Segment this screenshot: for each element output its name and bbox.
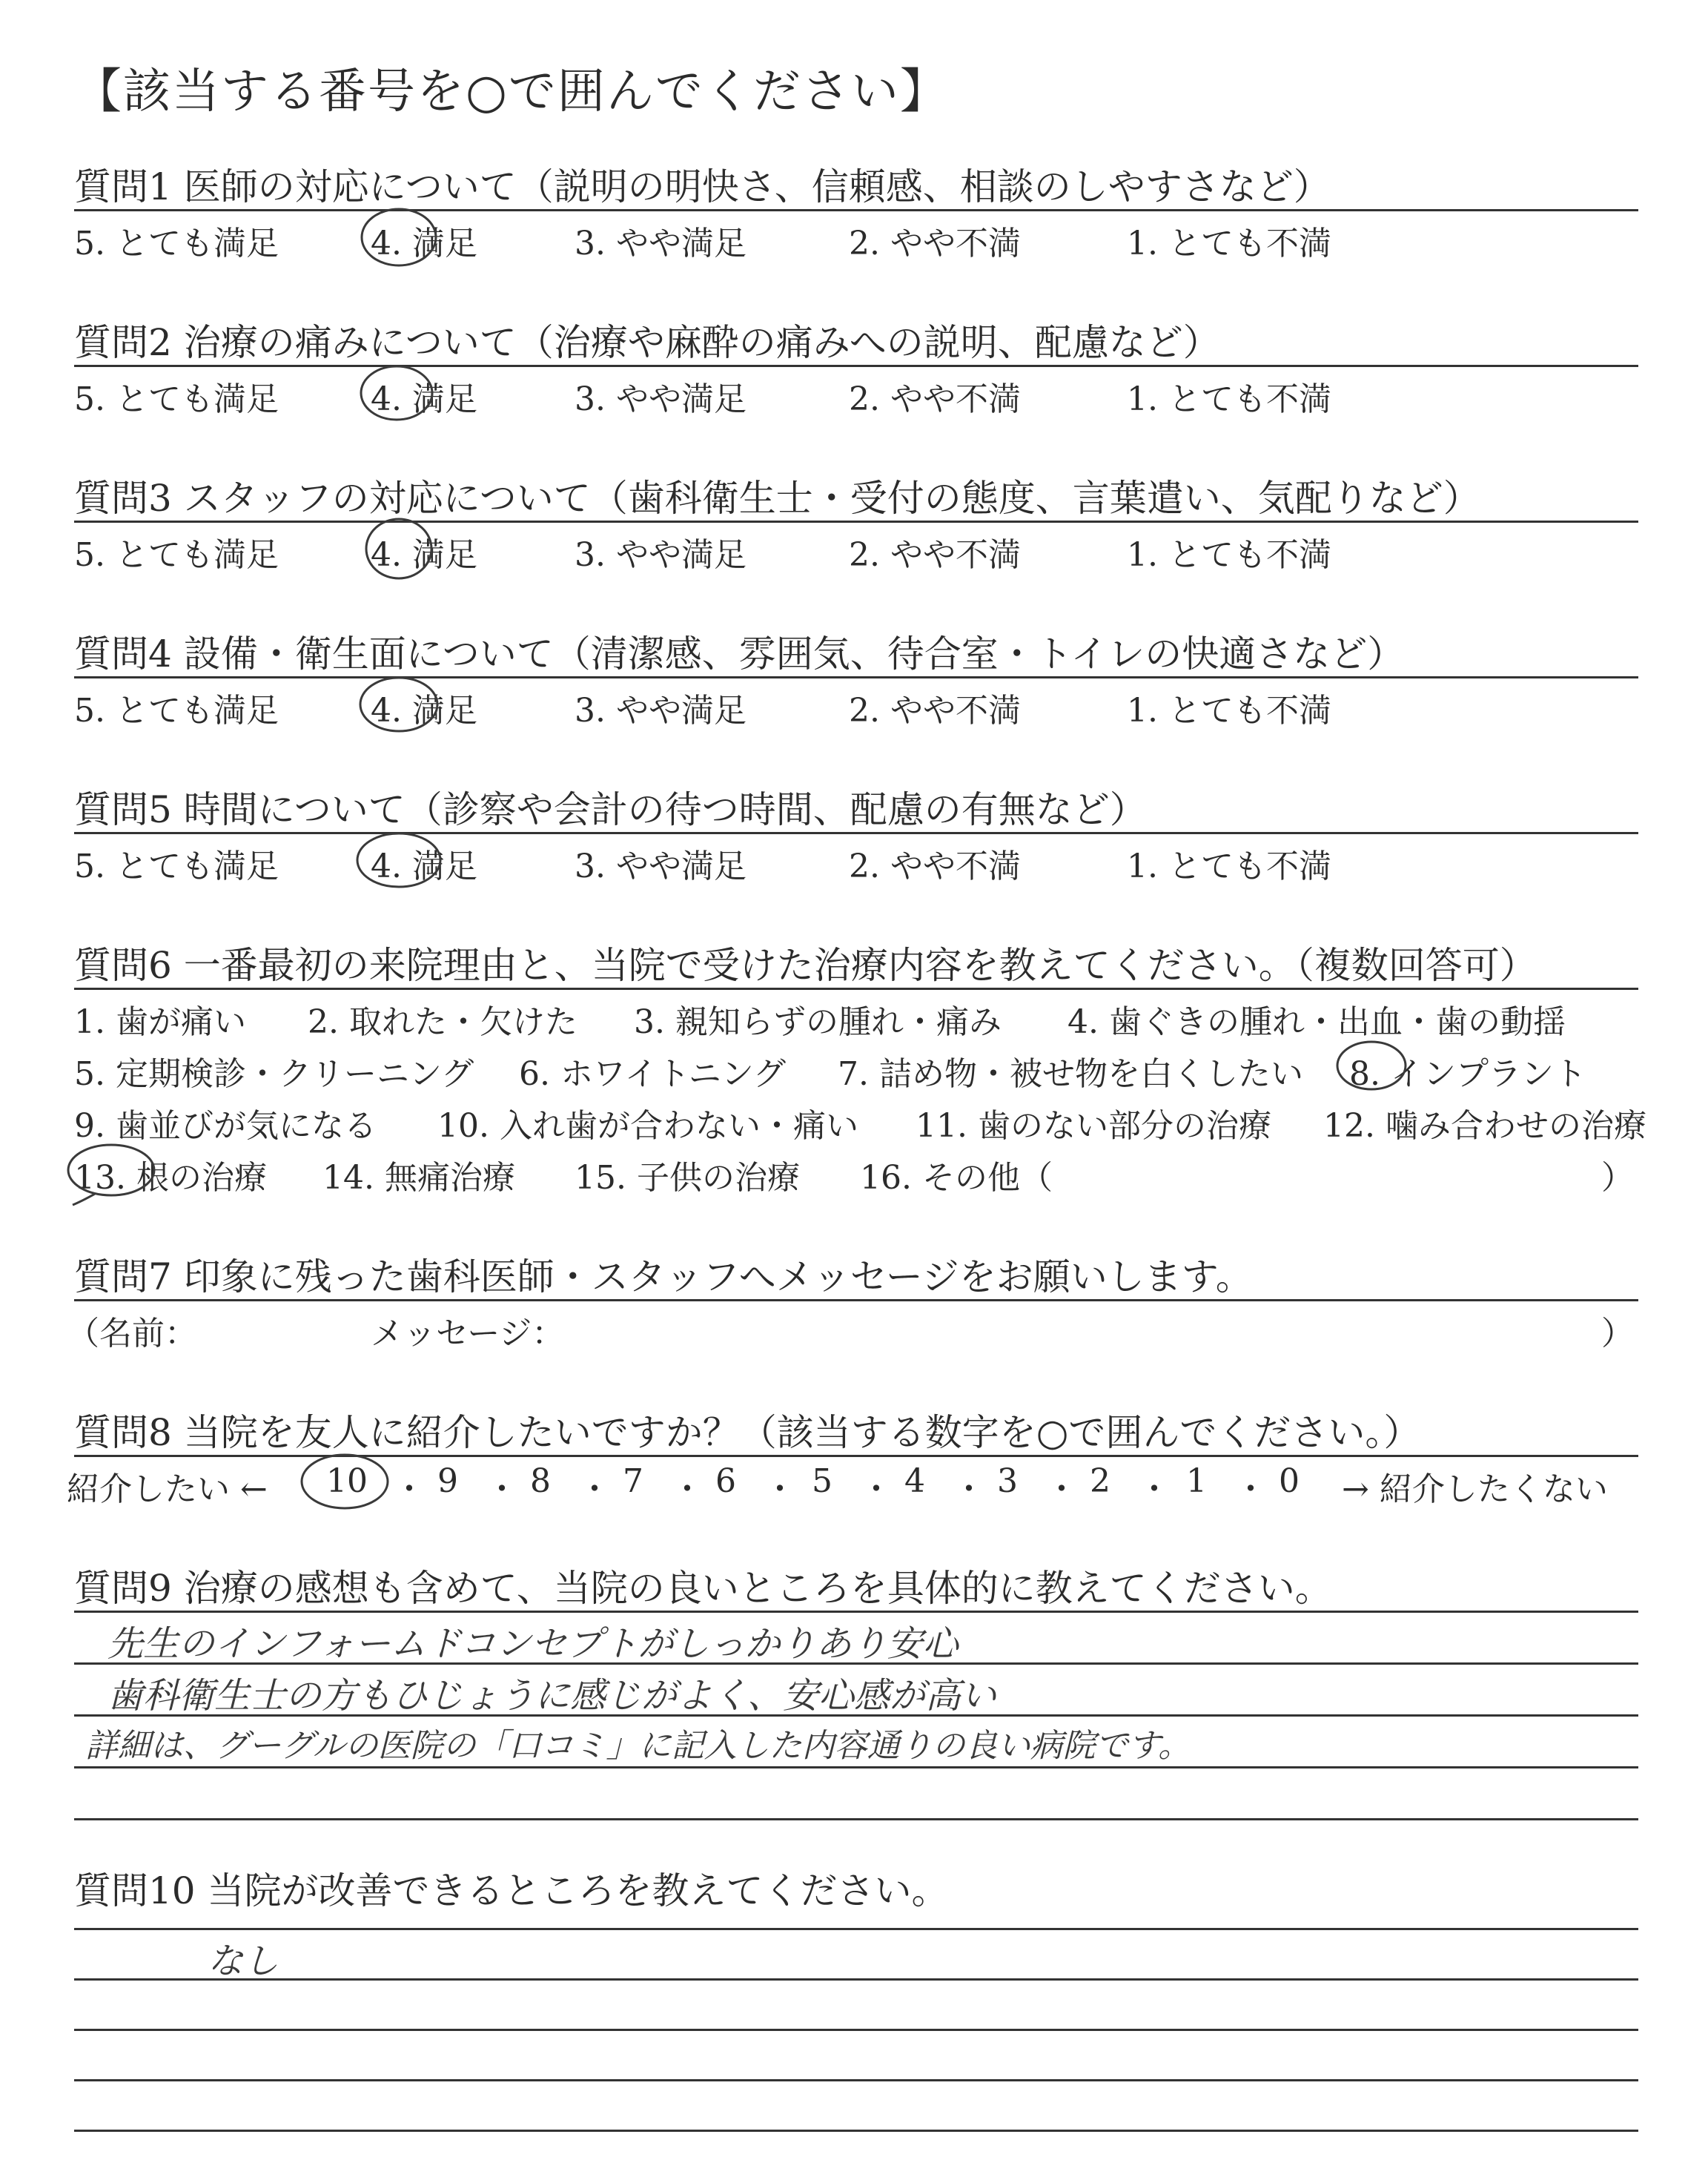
- q8-scale-4[interactable]: 4: [904, 1462, 925, 1500]
- q8-scale-0[interactable]: 0: [1279, 1462, 1300, 1500]
- q8-scale-dot: ・: [393, 1470, 426, 1508]
- q5-option-3[interactable]: 3. やや満足: [575, 848, 747, 885]
- q4-selected-circle: [360, 678, 437, 731]
- q8-scale-dot: ・: [1234, 1470, 1267, 1508]
- q6-option-9[interactable]: 9. 歯並びが気になる: [74, 1107, 377, 1145]
- q4-option-1[interactable]: 1. とても不満: [1127, 692, 1331, 730]
- q9-answer-line-2: 歯科衛生士の方もひじょうに感じがよく、安心感が高い: [107, 1675, 997, 1717]
- q6-option-16[interactable]: 16. その他（: [860, 1159, 1053, 1197]
- q8-scale-dot: ・: [486, 1470, 518, 1508]
- q6-option-6[interactable]: 6. ホワイトニング: [519, 1055, 787, 1093]
- q6-option-1[interactable]: 1. 歯が痛い: [74, 1003, 246, 1041]
- q6-option-2[interactable]: 2. 取れた・欠けた: [308, 1003, 577, 1041]
- q7-message-label: メッセージ：: [371, 1315, 565, 1353]
- q8-scale-dot: ・: [1045, 1470, 1078, 1508]
- q7-name-label: （名前：: [67, 1315, 197, 1353]
- q6-option-10[interactable]: 10. 入れ歯が合わない・痛い: [437, 1107, 858, 1145]
- q1-option-4[interactable]: 4. 満足: [371, 225, 477, 262]
- question-4-title: 質問4 設備・衛生面について（清潔感、雰囲気、待合室・トイレの快適さなど）: [74, 633, 1405, 676]
- q5-option-4[interactable]: 4. 満足: [371, 848, 477, 885]
- q3-selected-circle: [366, 519, 431, 578]
- q8-scale-dot: ・: [953, 1470, 985, 1508]
- q8-scale-8[interactable]: 8: [530, 1462, 551, 1500]
- question-1-title: 質問1 医師の対応について（説明の明快さ、信頼感、相談のしやすさなど）: [74, 165, 1331, 208]
- q8-scale-dot: ・: [860, 1470, 893, 1508]
- q3-option-3[interactable]: 3. やや満足: [575, 536, 747, 574]
- q5-option-5[interactable]: 5. とても満足: [74, 848, 279, 885]
- q2-selected-circle: [361, 366, 432, 420]
- q2-option-5[interactable]: 5. とても満足: [74, 380, 279, 418]
- q2-option-2[interactable]: 2. やや不満: [849, 380, 1021, 418]
- q8-scale-10[interactable]: 10: [326, 1462, 368, 1500]
- q8-scale-dot: ・: [764, 1470, 796, 1508]
- q5-option-1[interactable]: 1. とても不満: [1127, 848, 1331, 885]
- q8-scale-dot: ・: [578, 1470, 611, 1508]
- q8-scale-3[interactable]: 3: [997, 1462, 1018, 1500]
- q1-option-5[interactable]: 5. とても満足: [74, 225, 279, 262]
- q4-option-5[interactable]: 5. とても満足: [74, 692, 279, 730]
- form-header: 【該当する番号を○で囲んでください】: [74, 65, 949, 119]
- q6-option-14[interactable]: 14. 無痛治療: [322, 1159, 515, 1197]
- q4-option-2[interactable]: 2. やや不満: [849, 692, 1021, 730]
- question-9-title: 質問9 治療の感想も含めて、当院の良いところを具体的に教えてください。: [74, 1567, 1332, 1610]
- q8-scale-dot: ・: [671, 1470, 704, 1508]
- q2-option-3[interactable]: 3. やや満足: [575, 380, 747, 418]
- q8-right-label: → 紹介したくない: [1342, 1470, 1608, 1508]
- q10-answer-line-1: なし: [208, 1941, 279, 1982]
- question-8-title: 質問8 当院を友人に紹介したいですか？（該当する数字を○で囲んでください。）: [74, 1411, 1421, 1454]
- q6-option-11[interactable]: 11. 歯のない部分の治療: [916, 1107, 1271, 1145]
- q1-option-3[interactable]: 3. やや満足: [575, 225, 747, 262]
- q8-scale-9[interactable]: 9: [437, 1462, 458, 1500]
- q8-scale-5[interactable]: 5: [812, 1462, 833, 1500]
- question-3-title: 質問3 スタッフの対応について（歯科衛生士・受付の態度、言葉遣い、気配りなど）: [74, 477, 1480, 520]
- q6-option-3[interactable]: 3. 親知らずの腫れ・痛み: [634, 1003, 1002, 1041]
- q3-option-4[interactable]: 4. 満足: [371, 536, 477, 574]
- q3-option-2[interactable]: 2. やや不満: [849, 536, 1021, 574]
- q6-option-12[interactable]: 12. 噛み合わせの治療: [1323, 1107, 1646, 1145]
- q6-option-13[interactable]: 13. 根の治療: [74, 1159, 267, 1197]
- q8-scale-6[interactable]: 6: [715, 1462, 736, 1500]
- q6-option-15[interactable]: 15. 子供の治療: [575, 1159, 800, 1197]
- q4-option-4[interactable]: 4. 満足: [371, 692, 477, 730]
- q1-option-1[interactable]: 1. とても不満: [1127, 225, 1331, 262]
- question-5-title: 質問5 時間について（診察や会計の待つ時間、配慮の有無など）: [74, 788, 1147, 831]
- q8-left-label: 紹介したい ←: [67, 1470, 268, 1508]
- q6-selected-circle-8: [1337, 1042, 1406, 1089]
- q6-option-4[interactable]: 4. 歯ぐきの腫れ・出血・歯の動揺: [1068, 1003, 1566, 1041]
- q1-selected-circle: [362, 209, 436, 265]
- q2-option-4[interactable]: 4. 満足: [371, 380, 477, 418]
- q8-scale-7[interactable]: 7: [623, 1462, 643, 1500]
- q6-option-7[interactable]: 7. 詰め物・被せ物を白くしたい: [838, 1055, 1303, 1093]
- q2-option-1[interactable]: 1. とても不満: [1127, 380, 1331, 418]
- q6-selected-circle-13-tail: [73, 1194, 95, 1205]
- q3-option-1[interactable]: 1. とても不満: [1127, 536, 1331, 574]
- q8-scale-2[interactable]: 2: [1090, 1462, 1110, 1500]
- question-2-title: 質問2 治療の痛みについて（治療や麻酔の痛みへの説明、配慮など）: [74, 321, 1220, 364]
- question-6-title: 質問6 一番最初の来院理由と、当院で受けた治療内容を教えてください。（複数回答可）: [74, 944, 1537, 987]
- q6-other-close-paren: ）: [1601, 1159, 1634, 1197]
- q7-close-paren: ）: [1601, 1315, 1634, 1353]
- q5-option-2[interactable]: 2. やや不満: [849, 848, 1021, 885]
- q9-answer-line-1: 先生のインフォームドコンセプトがしっかりあり安心: [107, 1623, 959, 1665]
- q8-scale-dot: ・: [1138, 1470, 1171, 1508]
- q3-option-5[interactable]: 5. とても満足: [74, 536, 279, 574]
- q9-answer-line-3: 詳細は、グーグルの医院の「口コミ」に記入した内容通りの良い病院です。: [85, 1727, 1191, 1765]
- question-7-title: 質問7 印象に残った歯科医師・スタッフへメッセージをお願いします。: [74, 1255, 1253, 1298]
- q6-option-8[interactable]: 8. インプラント: [1349, 1055, 1586, 1093]
- q8-selected-circle-10: [302, 1455, 388, 1508]
- q6-option-5[interactable]: 5. 定期検診・クリーニング: [74, 1055, 474, 1093]
- question-10-title: 質問10 当院が改善できるところを教えてください。: [74, 1869, 949, 1912]
- q6-selected-circle-13: [68, 1145, 154, 1195]
- q1-option-2[interactable]: 2. やや不満: [849, 225, 1021, 262]
- q5-selected-circle: [357, 833, 440, 887]
- q8-scale-1[interactable]: 1: [1186, 1462, 1207, 1500]
- q4-option-3[interactable]: 3. やや満足: [575, 692, 747, 730]
